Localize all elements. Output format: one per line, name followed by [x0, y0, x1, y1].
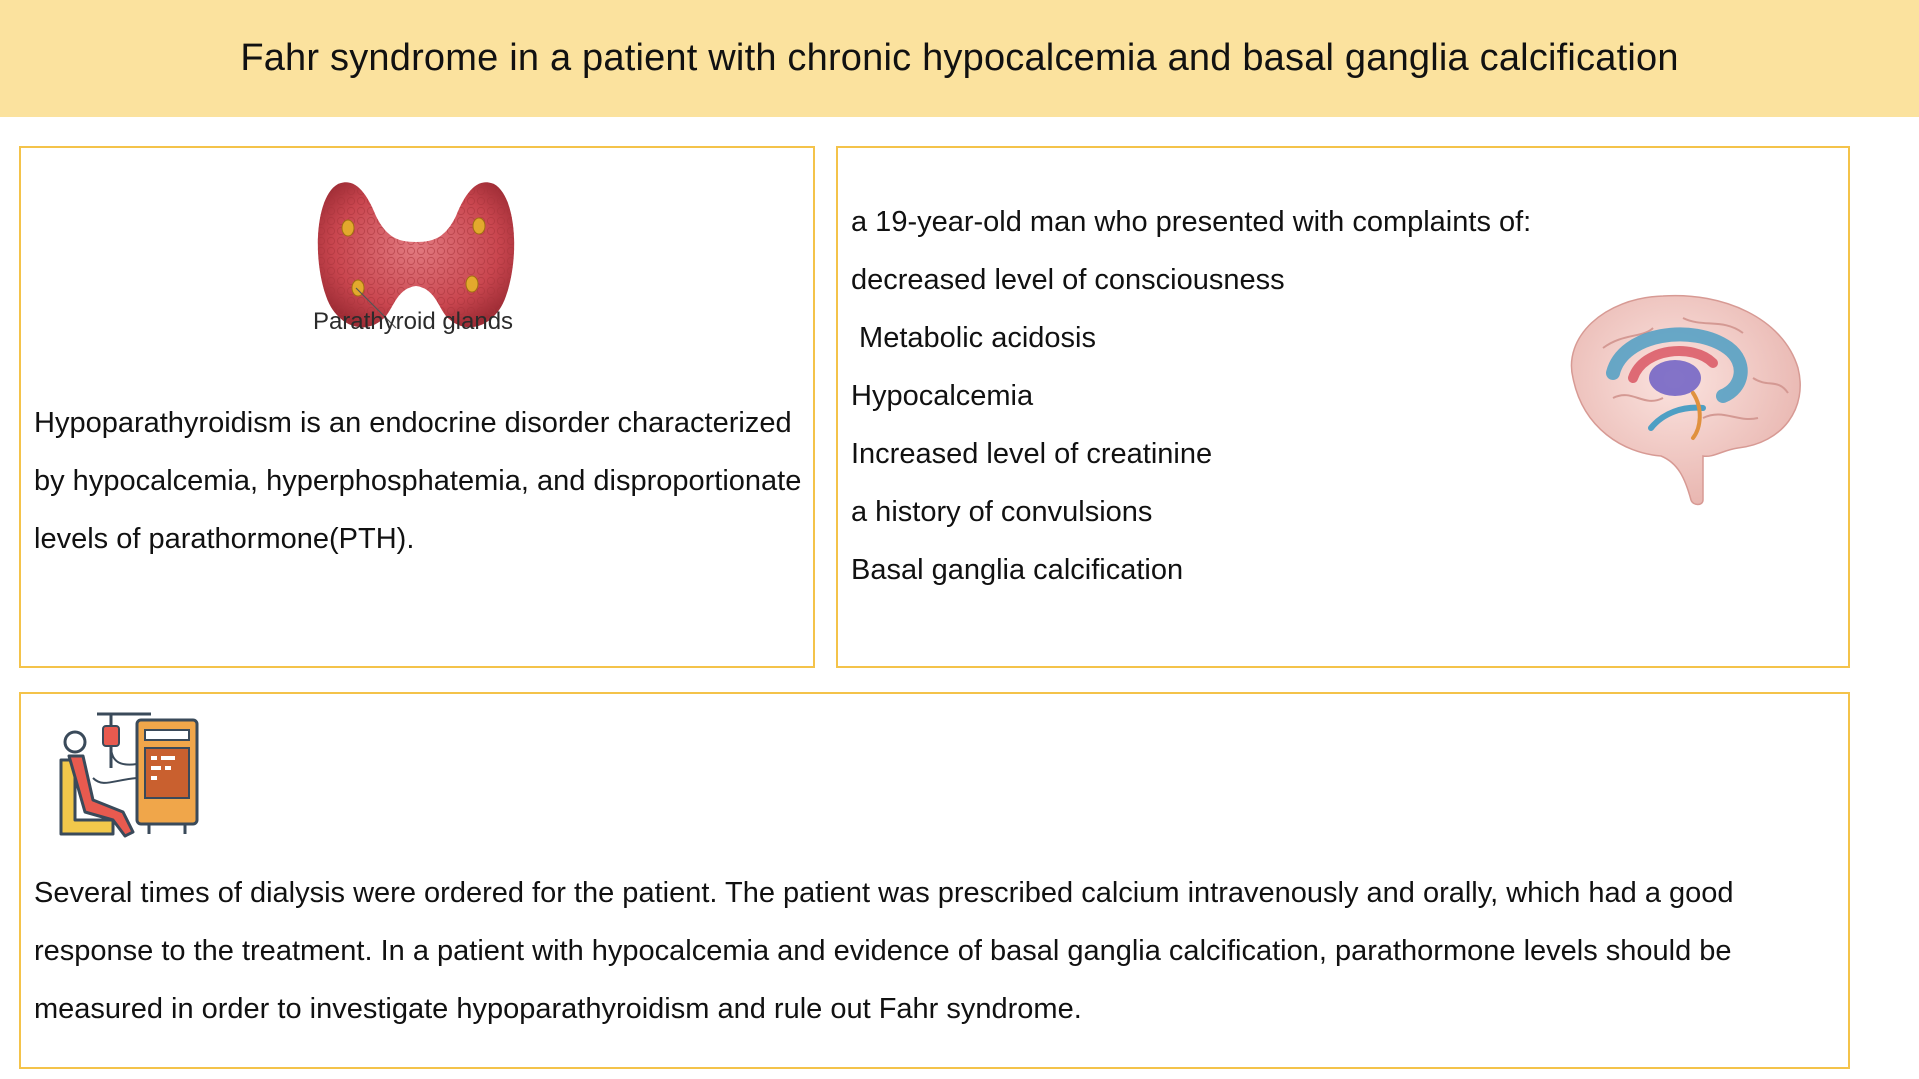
definition-text: Hypoparathyroidism is an endocrine disorder characterized by hypocalcemia, hyperphosphatemia, and disproportionate levels of parathormone(PTH).: [34, 407, 802, 555]
dialysis-patient-icon: [53, 708, 203, 853]
list-item: Basal ganglia calcification: [851, 554, 1184, 586]
case-panel: [836, 146, 1850, 668]
thyroid-caption: Parathyroid glands: [312, 308, 514, 335]
title-banner: [0, 0, 1919, 117]
treatment-panel: [19, 692, 1850, 1069]
treatment-text: Several times of dialysis were ordered for the patient. The patient was prescribed calcium intravenously and orally, which had a good response to the treatment. In a patient with hypocalcemia and evidence of basal ganglia calcification, parathormone levels should be measured in order to investigate hypoparathyroidism and rule out Fahr syndrome.: [34, 877, 1734, 1025]
list-item: a 19-year-old man who presented with complaints of:: [851, 206, 1532, 238]
list-item: decreased level of consciousness: [851, 264, 1285, 296]
complaints-list: [851, 193, 1531, 599]
definition-panel: [19, 146, 815, 668]
list-item: Hypocalcemia: [851, 380, 1034, 412]
page-title: Fahr syndrome in a patient with chronic hypocalcemia and basal ganglia calcification: [240, 37, 1679, 79]
list-item: Metabolic acidosis: [851, 322, 1096, 354]
list-item: Increased level of creatinine: [851, 438, 1213, 470]
brain-basal-ganglia-icon: [1553, 278, 1813, 508]
list-item: a history of convulsions: [851, 496, 1153, 528]
